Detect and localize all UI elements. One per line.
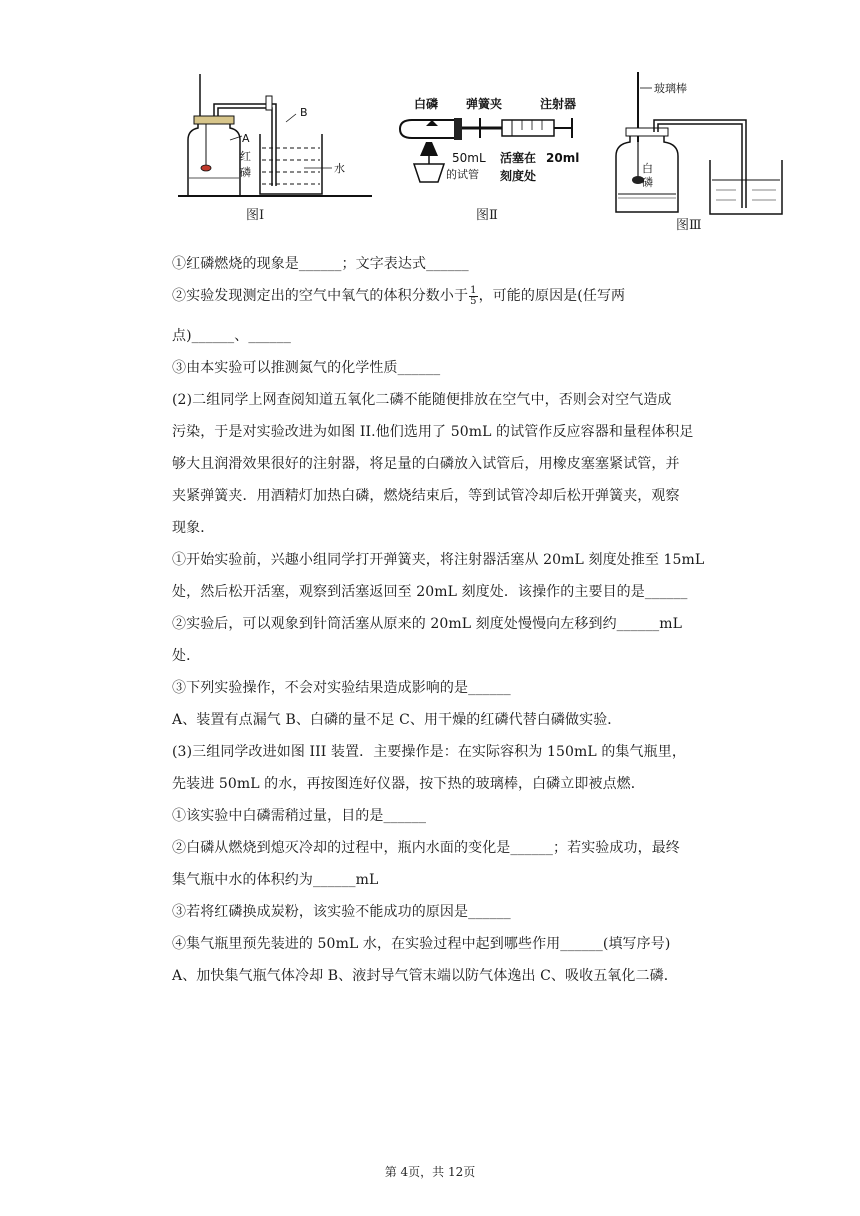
fig3-label-white: 白 [642, 162, 653, 175]
fig2-label-20ml: 20ml [546, 151, 580, 165]
fig2-label-clip: 弹簧夹 [466, 97, 503, 111]
text-line: ③由本实验可以推测氮气的化学性质______ [172, 360, 441, 376]
text-line: (3)三组同学改进如图 III 装置．主要操作是：在实际容积为 150mL 的集气瓶里， [172, 744, 686, 760]
page-footer: 第 4页，共 12页 [384, 1165, 476, 1179]
text-line: 先装进 50mL 的水，再按图连好仪器，按下热的玻璃棒，白磷立即被点燃． [172, 776, 645, 792]
text-line: ①红磷燃烧的现象是______；文字表达式______ [172, 256, 469, 272]
figure-3 [612, 68, 802, 233]
fig2-label-tube: 的试管 [446, 168, 479, 181]
text-line: 现象． [172, 520, 215, 536]
fig2-label-tube-vol: 50mL [452, 151, 486, 165]
text-line: ③若将红磷换成炭粉，该实验不能成功的原因是______ [172, 904, 511, 920]
figure-3-caption: 图Ⅲ [676, 218, 702, 233]
text-line: 点)______、______ [172, 328, 291, 344]
fraction-numerator: 1 [470, 284, 477, 296]
text-line: 处． [172, 648, 201, 664]
fig2-label-syringe: 注射器 [540, 97, 577, 111]
fig1-label-water: 水 [334, 162, 345, 175]
fig2-label-mark: 刻度处 [500, 169, 537, 183]
fig1-label-a: A [242, 132, 250, 145]
figure-2 [396, 96, 586, 223]
text-line-with-fraction [172, 280, 720, 312]
question-body [172, 248, 720, 992]
text-line: 处，然后松开活塞，观察到活塞返回至 20mL 刻度处．该操作的主要目的是______ [172, 584, 688, 600]
fraction-denominator: 5 [470, 295, 477, 307]
fraction [469, 286, 477, 307]
text-line: A、加快集气瓶气体冷却 B、液封导气管末端以防气体逸出 C、吸收五氧化二磷． [172, 968, 678, 984]
text-line: ②白磷从燃烧到熄灭冷却的过程中，瓶内水面的变化是______；若实验成功，最终 [172, 840, 680, 856]
text-line: ①开始实验前，兴趣小组同学打开弹簧夹，将注射器活塞从 20mL 刻度处推至 15mL [172, 552, 705, 568]
text-line: (2)二组同学上网查阅知道五氧化二磷不能随便排放在空气中，否则会对空气造成 [172, 392, 672, 408]
figure-2-drawing [396, 96, 586, 206]
fig2-label-piston: 活塞在 [500, 151, 537, 165]
text-line: ②实验后，可以观象到针筒活塞从原来的 20mL 刻度处慢慢向左移到约______mL [172, 616, 683, 632]
fig3-label-rod: 玻璃棒 [654, 82, 687, 95]
text-line: 夹紧弹簧夹．用酒精灯加热白磷，燃烧结束后，等到试管冷却后松开弹簧夹，观察 [172, 488, 680, 504]
text-line-tail: ，可能的原因是(任写两 [478, 288, 626, 304]
fig2-label-white-p: 白磷 [414, 97, 439, 111]
figure-1-caption: 图Ⅰ [246, 208, 265, 223]
fig1-label-b: B [300, 106, 308, 119]
figure-3-drawing [612, 68, 802, 218]
figure-row [0, 68, 860, 238]
fig3-label-p: 磷 [642, 176, 653, 189]
text-line: 污染，于是对实验改进为如图 II.他们选用了 50mL 的试管作反应容器和量程体积足 [172, 424, 694, 440]
figure-2-caption: 图Ⅱ [476, 208, 498, 223]
figure-1-drawing [176, 68, 376, 200]
fig1-label-phos: 磷 [240, 166, 251, 179]
text-line: 够大且润滑效果很好的注射器，将足量的白磷放入试管后，用橡皮塞塞紧试管，并 [172, 456, 680, 472]
fig1-label-red: 红 [240, 150, 251, 163]
text-line-head: ②实验发现测定出的空气中氧气的体积分数小于 [172, 288, 469, 304]
text-line: 集气瓶中水的体积约为______mL [172, 872, 379, 888]
text-line: ③下列实验操作，不会对实验结果造成影响的是______ [172, 680, 511, 696]
text-line: A、装置有点漏气 B、白磷的量不足 C、用干燥的红磷代替白磷做实验． [172, 712, 622, 728]
text-line: ①该实验中白磷需稍过量，目的是______ [172, 808, 427, 824]
text-line: ④集气瓶里预先装进的 50mL 水，在实验过程中起到哪些作用______(填写序号) [172, 936, 671, 952]
figure-1 [176, 68, 376, 223]
